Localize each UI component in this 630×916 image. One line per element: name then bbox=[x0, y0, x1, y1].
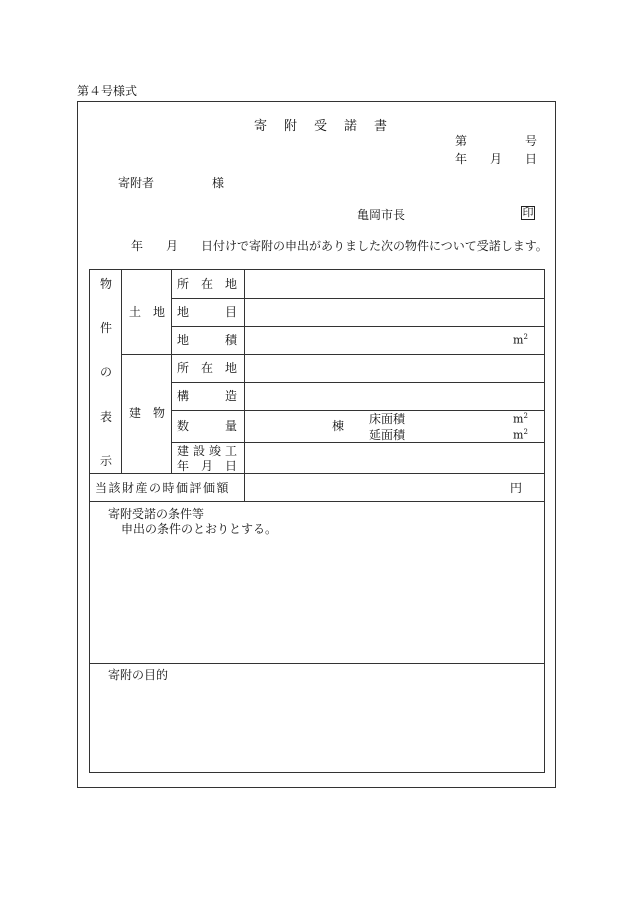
land-area-label: 地 積 bbox=[177, 333, 238, 347]
form-number: 第４号様式 bbox=[77, 84, 138, 98]
table-bottom-border bbox=[89, 772, 545, 773]
completion-label-1: 建設竣工 bbox=[177, 444, 242, 458]
date-year: 年 bbox=[455, 152, 468, 166]
category-char-2: 件 bbox=[100, 321, 113, 335]
category-char-3: の bbox=[100, 365, 113, 379]
total-area-unit: $m^2$ bbox=[513, 428, 528, 442]
land-category-label: 地 目 bbox=[177, 305, 238, 319]
doc-number-prefix: 第 bbox=[455, 134, 468, 148]
valuation-unit: 円 bbox=[510, 481, 523, 495]
floor-area-label: 床面積 bbox=[369, 412, 406, 426]
row-line-4 bbox=[171, 382, 545, 383]
category-char-4: 表 bbox=[100, 410, 113, 424]
building-count-unit: 棟 bbox=[332, 419, 345, 433]
conditions-label: 寄附受諾の条件等 bbox=[108, 507, 205, 521]
form-frame bbox=[77, 101, 556, 788]
building-label: 建 物 bbox=[129, 406, 166, 420]
completion-label-2: 年 月 日 bbox=[177, 459, 238, 473]
statement-month: 月 bbox=[166, 239, 179, 253]
category-divider bbox=[121, 269, 122, 473]
date-day: 日 bbox=[525, 152, 538, 166]
land-location-label: 所 在 地 bbox=[177, 277, 238, 291]
row-line-2 bbox=[171, 326, 545, 327]
valuation-top bbox=[89, 473, 545, 474]
land-building-divider bbox=[121, 354, 545, 355]
donor-label: 寄附者 bbox=[118, 176, 155, 190]
category-char-5: 示 bbox=[100, 454, 113, 468]
table-right-border bbox=[544, 269, 545, 772]
row-line-5 bbox=[171, 410, 545, 411]
total-area-label: 延面積 bbox=[369, 428, 406, 442]
land-label: 土 地 bbox=[129, 305, 166, 319]
building-location-label: 所 在 地 bbox=[177, 361, 238, 375]
table-top-border bbox=[89, 269, 545, 270]
conditions-text: 申出の条件のとおりとする。 bbox=[121, 522, 278, 536]
mayor-title: 亀岡市長 bbox=[357, 208, 406, 222]
doc-number-suffix: 号 bbox=[525, 134, 538, 148]
category-char-1: 物 bbox=[100, 277, 113, 291]
label-divider bbox=[244, 269, 245, 501]
valuation-bottom bbox=[89, 501, 545, 502]
document-title: 寄 附 受 諾 書 bbox=[254, 119, 390, 134]
row-line-6 bbox=[171, 442, 545, 443]
purpose-top bbox=[89, 663, 545, 664]
row-line-1 bbox=[171, 298, 545, 299]
land-area-unit: $m^2$ bbox=[513, 333, 528, 347]
building-quantity-label: 数 量 bbox=[177, 419, 238, 433]
building-structure-label: 構 造 bbox=[177, 389, 238, 403]
floor-area-unit: $m^2$ bbox=[513, 412, 528, 426]
table-left-border bbox=[89, 269, 90, 772]
donor-honorific: 様 bbox=[212, 176, 225, 190]
statement-year: 年 bbox=[131, 239, 144, 253]
seal-mark: 印 bbox=[522, 206, 534, 219]
valuation-label: 当該財産の時価評価額 bbox=[95, 481, 231, 495]
date-month: 月 bbox=[490, 152, 503, 166]
statement-text: 日付けで寄附の申出がありました次の物件について受諾します。 bbox=[201, 239, 548, 253]
purpose-label: 寄附の目的 bbox=[108, 668, 169, 682]
